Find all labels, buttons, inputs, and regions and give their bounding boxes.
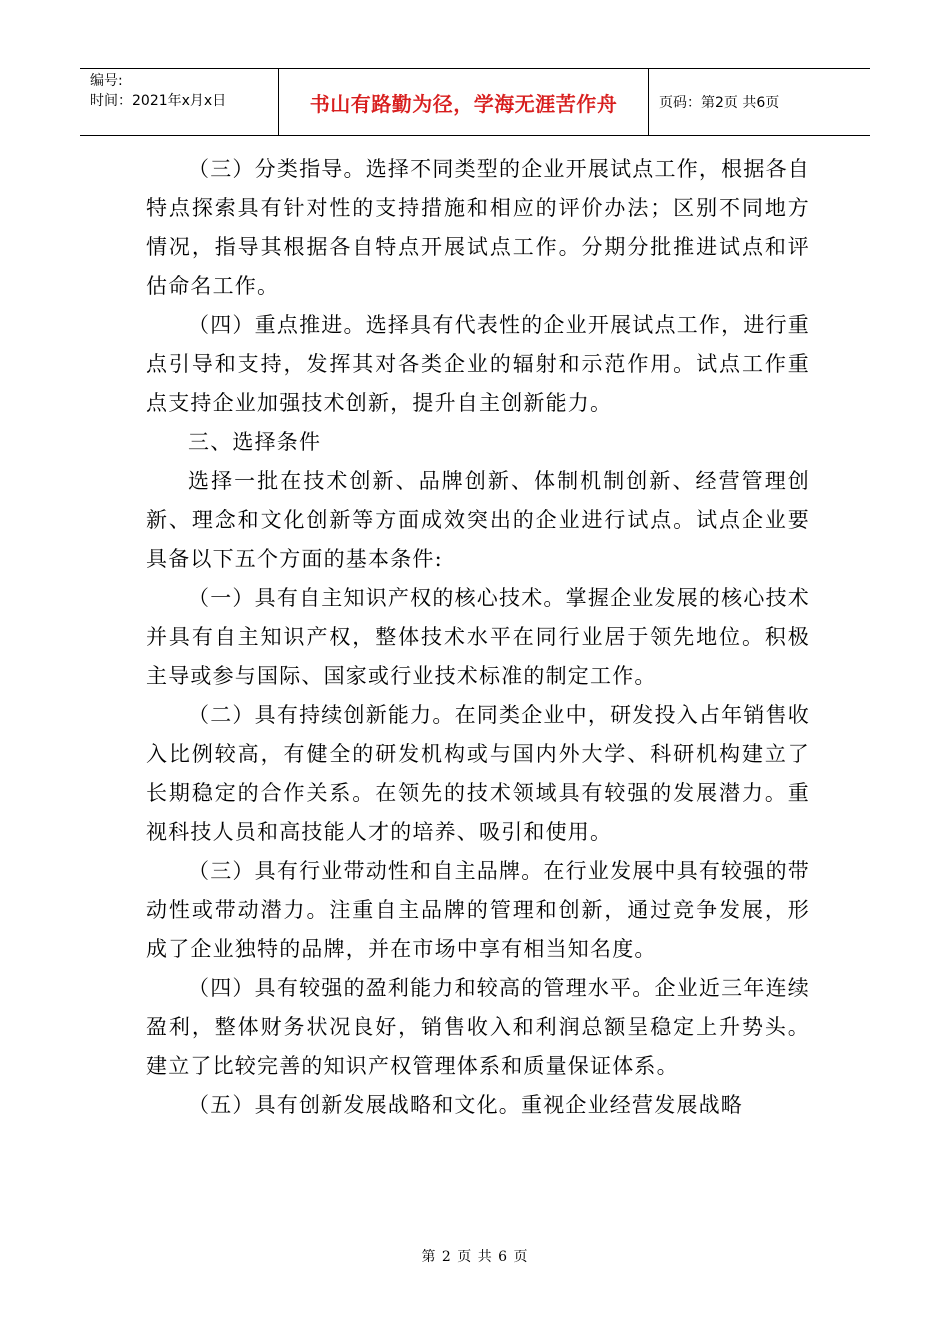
paragraph: （四）重点推进。选择具有代表性的企业开展试点工作，进行重点引导和支持，发挥其对各类企业的辐射和示范作用。试点工作重点支持企业加强技术创新，提升自主创新能力。: [146, 313, 810, 415]
header-meta: [80, 69, 279, 135]
header-motto-cell: [279, 69, 649, 135]
paragraph: （四）具有较强的盈利能力和较高的管理水平。企业近三年连续盈利，整体财务状况良好，销售收入和利润总额呈稳定上升势头。建立了比较完善的知识产权管理体系和质量保证体系。: [146, 976, 810, 1078]
paragraph: （一）具有自主知识产权的核心技术。掌握企业发展的核心技术并具有自主知识产权，整体技术水平在同行业居于领先地位。积极主导或参与国际、国家或行业技术标准的制定工作。: [146, 586, 810, 688]
document-header: [80, 68, 870, 136]
document-number-label: 编号:: [90, 73, 123, 89]
header-page-number: 页码：第2页 共6页: [659, 95, 780, 111]
section-heading: 三、选择条件: [188, 430, 322, 454]
page-footer: 第 2 页 共 6 页: [421, 1249, 529, 1265]
header-motto: 书山有路勤为径，学海无涯苦作舟: [309, 91, 618, 116]
paragraph: （三）分类指导。选择不同类型的企业开展试点工作，根据各自特点探索具有针对性的支持措施和相应的评价办法；区别不同地方情况，指导其根据各自特点开展试点工作。分期分批推进试点和评估命名工作。: [146, 157, 810, 298]
document-body: [146, 150, 810, 1125]
paragraph: （二）具有持续创新能力。在同类企业中，研发投入占年销售收入比例较高，有健全的研发机构或与国内外大学、科研机构建立了长期稳定的合作关系。在领先的技术领域具有较强的发展潜力。重视科技人员和高技能人才的培养、吸引和使用。: [146, 703, 810, 844]
document-time-label: 时间：2021年x月x日: [90, 93, 227, 109]
paragraph: 选择一批在技术创新、品牌创新、体制机制创新、经营管理创新、理念和文化创新等方面成效突出的企业进行试点。试点企业要具备以下五个方面的基本条件:: [146, 469, 810, 571]
paragraph: （五）具有创新发展战略和文化。重视企业经营发展战略: [188, 1093, 743, 1117]
header-page-cell: [649, 69, 870, 135]
paragraph: （三）具有行业带动性和自主品牌。在行业发展中具有较强的带动性或带动潜力。注重自主品牌的管理和创新，通过竞争发展，形成了企业独特的品牌，并在市场中享有相当知名度。: [146, 859, 810, 961]
